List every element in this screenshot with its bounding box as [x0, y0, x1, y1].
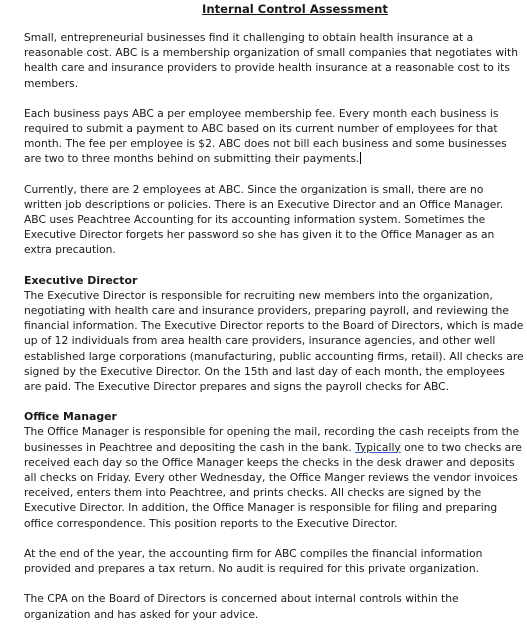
intro-paragraph-1: Small, entrepreneurial businesses find it challenging to obtain health insurance at a reasonable cost. ABC is a membership organization of small companies that negotiates with health care and insurance providers to provide health insurance at a reasonable cost to its members.	[24, 31, 518, 90]
spellcheck-underlined-word: Typically	[355, 440, 401, 454]
office-manager-paragraph	[24, 424, 524, 530]
year-end-paragraph: At the end of the year, the accounting firm for ABC compiles the financial information provided and prepares a tax return. No audit is required for this private organization.	[24, 546, 483, 576]
cpa-paragraph: The CPA on the Board of Directors is concerned about internal controls within the organization and has asked for your advice.	[24, 592, 459, 621]
office-manager-heading: Office Manager	[24, 410, 117, 424]
text-cursor	[360, 152, 361, 164]
document-title: Internal Control Assessment	[202, 2, 388, 16]
office-manager-text-part-b: one to two checks are received each day so the Office Manager keeps the checks in the desk drawer and deposits all checks on Friday. Every other Wednesday, the Office Manger reviews the vendor invoices received, enters them into Peachtree, and prints checks. All checks are signed by the Executive Director. In addition, the Office Manager is responsible for filing and preparing office correspondence. This position reports to the Executive Director.	[24, 440, 522, 530]
executive-director-heading: Executive Director	[24, 273, 138, 287]
executive-director-paragraph: The Executive Director is responsible for recruiting new members into the organization, negotiating with health care and insurance providers, preparing payroll, and reviewing the financial information. The Executive Director reports to the Board of Directors, which is made up of 12 individuals from area health care providers, insurance agencies, and other well established large corporations (manufacturing, public accounting firms, retail). All checks are signed by the Executive Director. On the 15th and last day of each month, the employees are paid. The Executive Director prepares and signs the payroll checks for ABC.	[24, 288, 524, 394]
document-page	[24, 2, 524, 637]
intro-paragraph-2-text: Each business pays ABC a per employee membership fee. Every month each business is required to submit a payment to ABC based on its current number of employees for that month. The fee per employee is $2. ABC does not bill each business and some businesses are two to three months behind on submitting their payments.	[24, 106, 507, 166]
intro-paragraph-2	[24, 106, 524, 167]
office-manager-text-part-a: The Office Manager is responsible for opening the mail, recording the cash receipts from the businesses in Peachtree and depositing the cash in the bank.	[24, 425, 520, 454]
intro-paragraph-3: Currently, there are 2 employees at ABC. Since the organization is small, there are no written job descriptions or policies. There is an Executive Director and an Office Manager. ABC uses Peachtree Accounting for its accounting information system. Sometimes the Executive Director forgets her password so she has given it to the Office Manager as an extra precaution.	[24, 182, 504, 257]
